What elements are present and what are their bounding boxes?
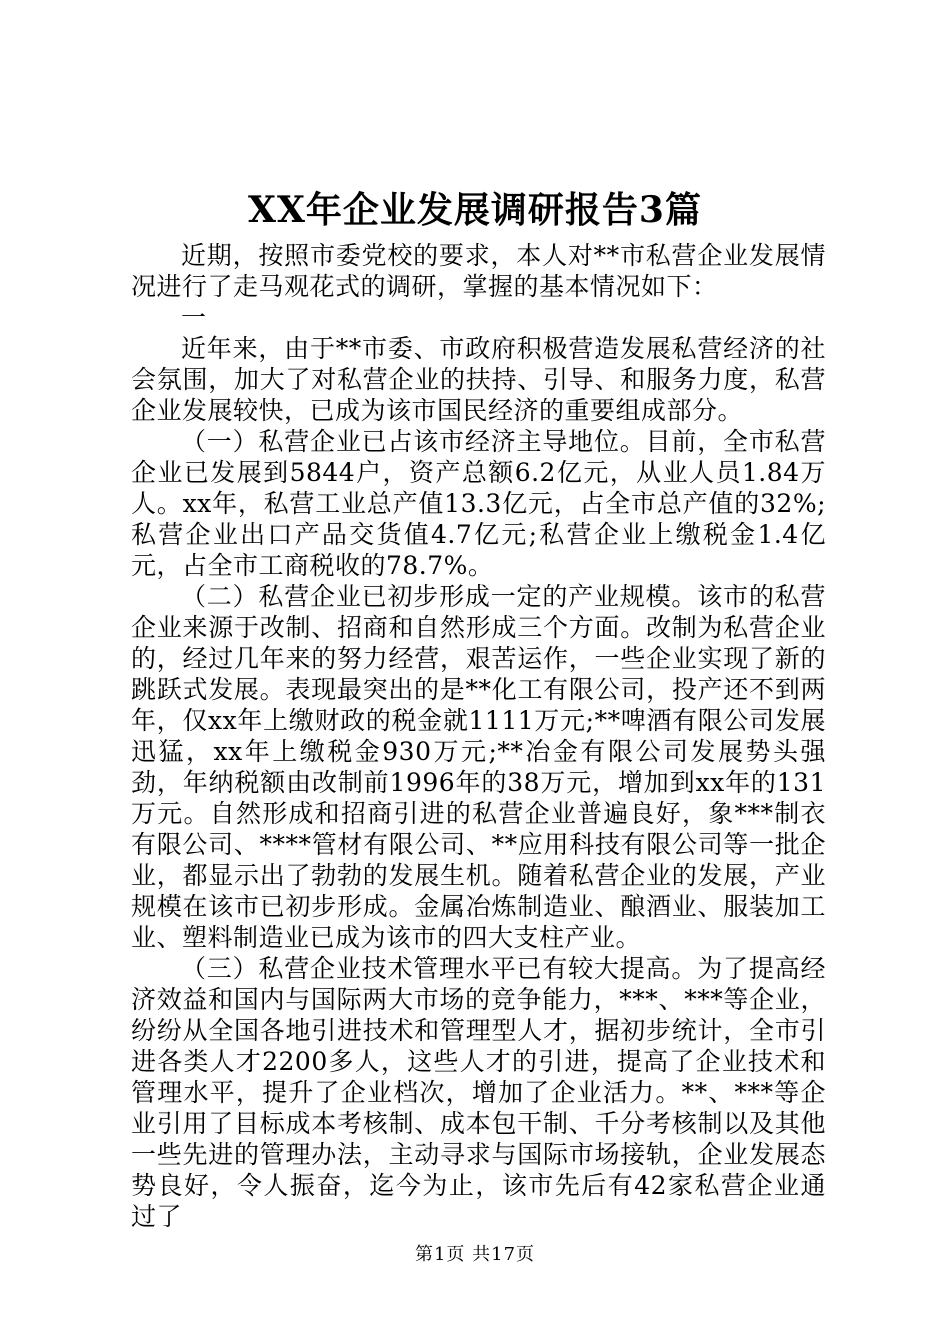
point-three-paragraph: （三）私营企业技术管理水平已有较大提高。为了提高经济效益和国内与国际两大市场的竞争能力，***、***等企业，纷纷从全国各地引进技术和管理型人才，据初步统计，全市引进各类人才2200多人，这些人才的引进，提高了企业技术和管理水平，提升了企业档次，增加了企业活力。**、***等企业引用了目标成本考核制、成本包干制、千分考核制以及其他一些先进的管理办法，主动寻求与国际市场接轨，企业发展态势良好，令人振奋，迄今为止，该市先后有42家私营企业通过了	[131, 954, 826, 1231]
overview-paragraph: 近年来，由于**市委、市政府积极营造发展私营经济的社会氛围，加大了对私营企业的扶持、引导、和服务力度，私营企业发展较快，已成为该市国民经济的重要组成部分。	[131, 334, 826, 425]
point-one-paragraph: （一）私营企业已占该市经济主导地位。目前，全市私营企业已发展到5844户，资产总额6.2亿元，从业人员1.84万人。xx年，私营工业总产值13.3亿元，占全市总产值的32%;私营企业出口产品交货值4.7亿元;私营企业上缴税金1.4亿元，占全市工商税收的78.7%。	[131, 427, 826, 580]
page-footer: 第1页 共17页	[414, 1244, 536, 1265]
intro-paragraph: 近期，按照市委党校的要求，本人对**市私营企业发展情况进行了走马观花式的调研，掌握的基本情况如下：	[131, 241, 826, 301]
point-two-paragraph: （二）私营企业已初步形成一定的产业规模。该市的私营企业来源于改制、招商和自然形成三个方面。改制为私营企业的，经过几年来的努力经营，艰苦运作，一些企业实现了新的跳跃式发展。表现最突出的是**化工有限公司，投产还不到两年，仅xx年上缴财政的税金就1111万元;**啤酒有限公司发展迅猛，xx年上缴税金930万元;**冶金有限公司发展势头强劲，年纳税额由改制前1996年的38万元，增加到xx年的131万元。自然形成和招商引进的私营企业普遍良好，象***制衣有限公司、****管材有限公司、**应用科技有限公司等一批企业，都显示出了勃勃的发展生机。随着私营企业的发展，产业规模在该市已初步形成。金属冶炼制造业、酿酒业、服装加工业、塑料制造业已成为该市的四大支柱产业。	[131, 582, 826, 952]
document-title: XX年企业发展调研报告3篇	[248, 189, 702, 231]
section-number: 一	[181, 303, 207, 332]
document-body	[131, 240, 826, 1232]
